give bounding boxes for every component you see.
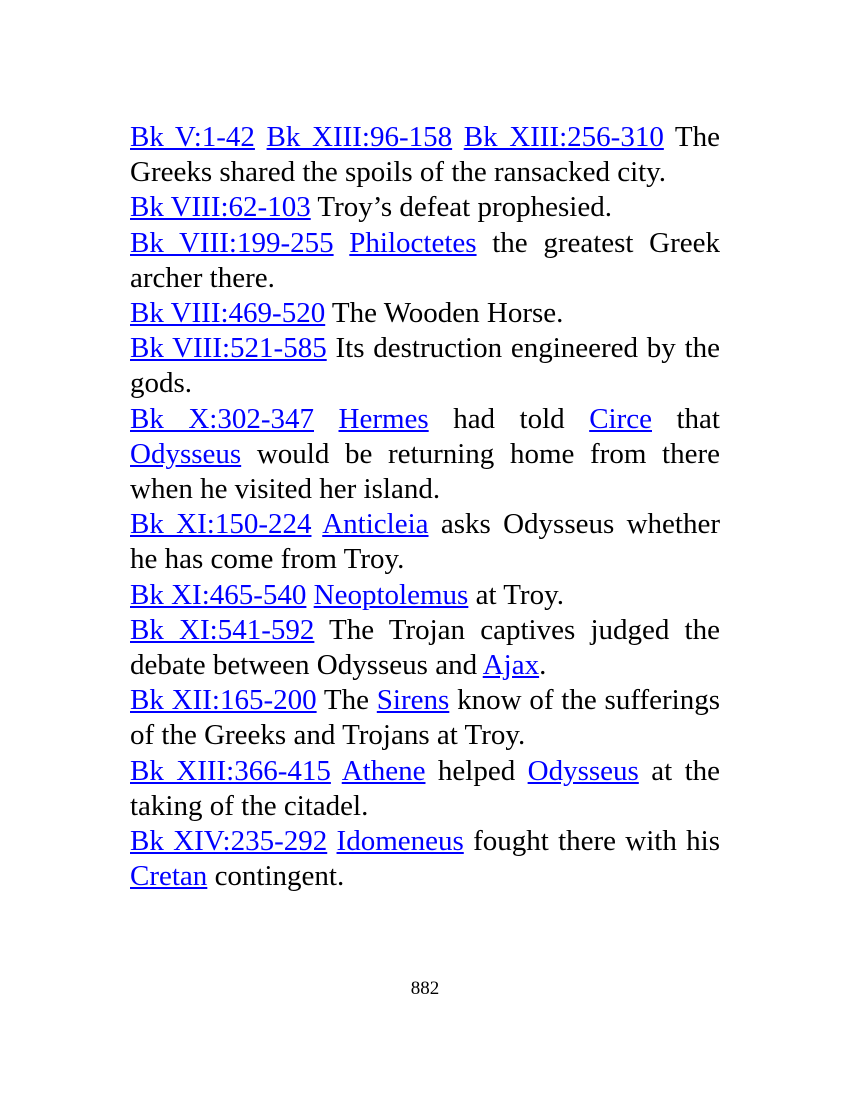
entry-text: had told: [428, 402, 590, 435]
entry-text: [452, 121, 464, 153]
entry-text: contingent.: [207, 860, 345, 893]
entry-text: .: [539, 649, 547, 682]
link-bk-xiii-366-415[interactable]: Bk XIII:366-415: [130, 754, 331, 787]
entry-text: [334, 227, 350, 259]
entry-text: fought there with his: [463, 825, 720, 858]
link-bk-xi-150-224[interactable]: Bk XI:150-224: [130, 508, 312, 541]
entry-8: [130, 578, 720, 613]
link-bk-xiii-96-158[interactable]: Bk XIII:96-158: [266, 121, 453, 153]
entry-text: that: [652, 402, 720, 435]
entry-10: [130, 683, 720, 753]
link-sirens[interactable]: Sirens: [376, 684, 450, 717]
entry-2: [130, 190, 720, 225]
link-hermes[interactable]: Hermes: [338, 402, 429, 435]
link-ajax[interactable]: Ajax: [482, 649, 540, 682]
entry-text: [331, 755, 342, 787]
entry-7: [130, 507, 720, 577]
link-bk-viii-199-255[interactable]: Bk VIII:199-255: [130, 226, 334, 259]
entry-4: [130, 296, 720, 331]
entry-3: [130, 226, 720, 296]
entry-text: The Greeks shared the spoils of the ransacked city.: [130, 121, 721, 189]
entry-1: [130, 120, 720, 190]
link-bk-xi-541-592[interactable]: Bk XI:541-592: [130, 613, 315, 646]
link-bk-xiv-235-292[interactable]: Bk XIV:235-292: [130, 825, 328, 858]
link-circe[interactable]: Circe: [589, 402, 652, 435]
link-bk-viii-469-520[interactable]: Bk VIII:469-520: [130, 297, 326, 330]
entry-text: helped: [425, 754, 528, 787]
entry-11: [130, 754, 720, 824]
link-bk-v-1-42[interactable]: Bk V:1-42: [130, 121, 255, 153]
entry-text: Troy’s defeat prophesied.: [310, 191, 612, 224]
entry-6: [130, 402, 720, 508]
entry-text: [314, 403, 339, 435]
entry-list: [130, 120, 720, 894]
entry-text: asks Odysseus whether he has come from Troy.: [130, 508, 720, 576]
link-bk-viii-521-585[interactable]: Bk VIII:521-585: [130, 332, 327, 365]
link-bk-xii-165-200[interactable]: Bk XII:165-200: [130, 684, 317, 717]
entry-text: The Wooden Horse.: [325, 297, 564, 330]
entry-text: The Trojan captives judged the debate between Odysseus and: [130, 613, 720, 682]
entry-9: [130, 613, 720, 683]
link-bk-xi-465-540[interactable]: Bk XI:465-540: [130, 578, 307, 611]
link-athene[interactable]: Athene: [341, 754, 426, 787]
entry-text: the greatest Greek archer there.: [130, 226, 721, 294]
link-odysseus[interactable]: Odysseus: [130, 437, 242, 470]
entry-text: [255, 121, 267, 153]
entry-text: at Troy.: [468, 578, 564, 611]
entry-text: [306, 579, 313, 611]
link-bk-xiii-256-310[interactable]: Bk XIII:256-310: [463, 121, 664, 153]
entry-text: [327, 825, 336, 857]
link-odysseus[interactable]: Odysseus: [527, 754, 639, 787]
entry-text: Its destruction engineered by the gods.: [130, 332, 720, 400]
page-body: [130, 120, 720, 894]
link-bk-x-302-347[interactable]: Bk X:302-347: [130, 402, 314, 435]
entry-text: [311, 508, 322, 540]
entry-5: [130, 331, 720, 401]
link-idomeneus[interactable]: Idomeneus: [336, 825, 464, 858]
entry-text: know of the sufferings of the Greeks and Trojans at Troy.: [130, 684, 720, 752]
link-neoptolemus[interactable]: Neoptolemus: [313, 578, 469, 611]
page-number: 882: [410, 978, 440, 999]
link-anticleia[interactable]: Anticleia: [322, 508, 429, 541]
link-cretan[interactable]: Cretan: [130, 860, 208, 893]
entry-text: at the taking of the citadel.: [130, 754, 720, 822]
link-bk-viii-62-103[interactable]: Bk VIII:62-103: [130, 191, 311, 224]
entry-text: The: [316, 684, 377, 717]
entry-12: [130, 824, 720, 894]
link-philoctetes[interactable]: Philoctetes: [349, 226, 477, 259]
entry-text: would be returning home from there when he visited her island.: [130, 437, 720, 506]
